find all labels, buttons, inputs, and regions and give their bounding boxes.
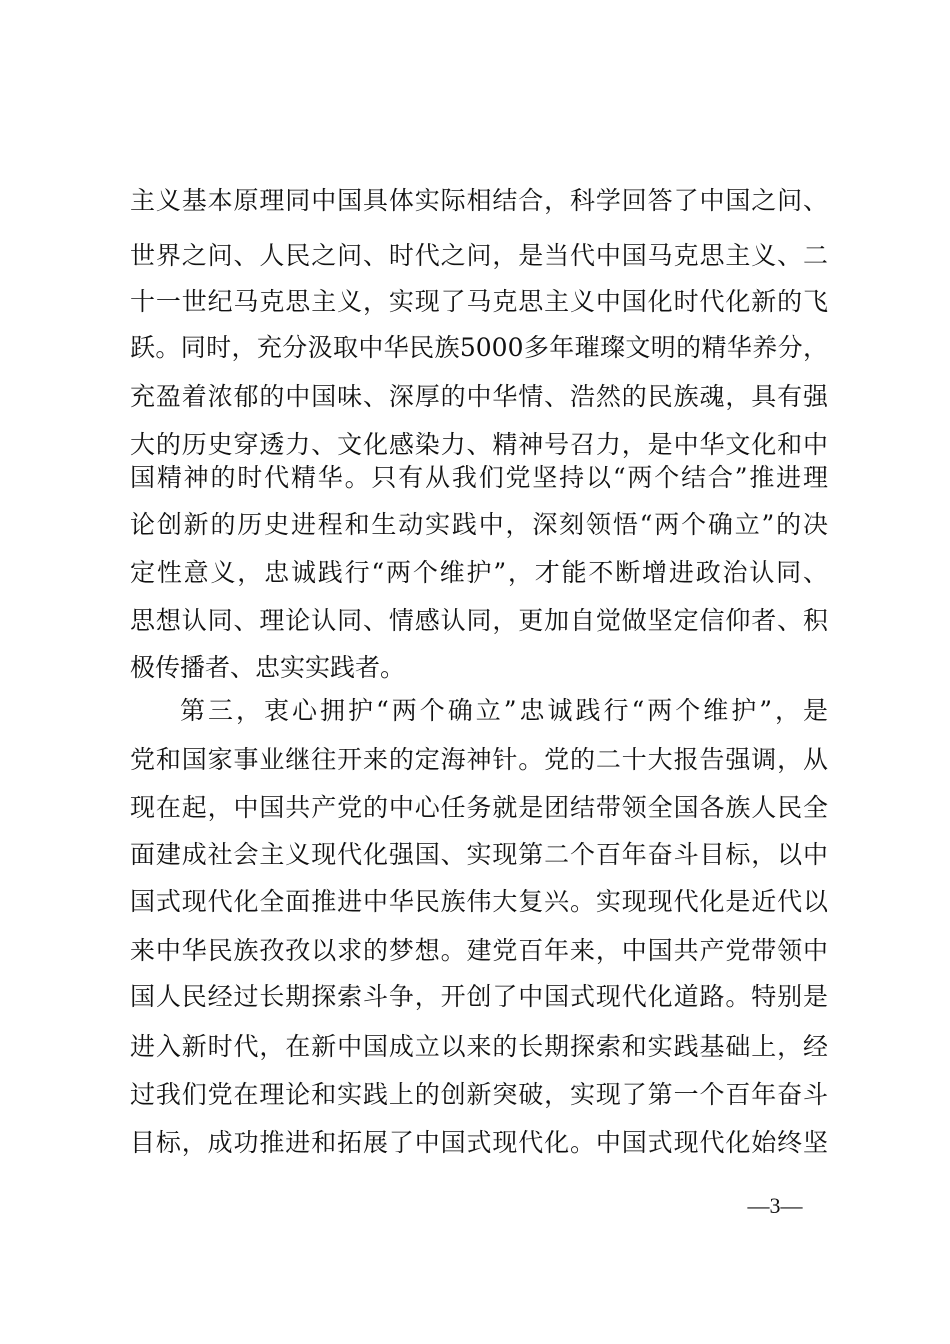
paragraph-1-line-11: 极传播者、忠实实践者。 — [130, 653, 406, 682]
paragraph-1-line-7: 国精神的时代精华。只有从我们党坚持以“两个结合”推进理 — [130, 463, 828, 492]
paragraph-2-line-1: 第三，衷心拥护“两个确立”忠诚践行“两个维护”，是 — [180, 696, 828, 725]
paragraph-2-line-5: 国式现代化全面推进中华民族伟大复兴。实现现代化是近代以 — [130, 887, 828, 916]
paragraph-1-line-1: 主义基本原理同中国具体实际相结合，科学回答了中国之问、 — [130, 186, 828, 215]
paragraph-1-line-3: 十一世纪马克思主义，实现了马克思主义中国化时代化新的飞 — [130, 287, 828, 316]
paragraph-2-line-10: 目标，成功推进和拓展了中国式现代化。中国式现代化始终坚 — [130, 1128, 828, 1157]
page-number: —3— — [747, 1193, 803, 1218]
paragraph-1-line-9: 定性意义，忠诚践行“两个维护”，才能不断增进政治认同、 — [130, 558, 828, 587]
paragraph-2-line-9: 过我们党在理论和实践上的创新突破，实现了第一个百年奋斗 — [130, 1080, 828, 1109]
paragraph-1-line-5: 充盈着浓郁的中国味、深厚的中华情、浩然的民族魂，具有强 — [130, 382, 828, 411]
paragraph-2-line-8: 进入新时代，在新中国成立以来的长期探索和实践基础上，经 — [130, 1032, 828, 1061]
paragraph-1-line-8: 论创新的历史进程和生动实践中，深刻领悟“两个确立”的决 — [130, 510, 828, 539]
paragraph-2-line-4: 面建成社会主义现代化强国、实现第二个百年奋斗目标，以中 — [130, 840, 828, 869]
paragraph-1-line-2: 世界之问、人民之问、时代之问，是当代中国马克思主义、二 — [130, 241, 828, 270]
paragraph-1-line-6: 大的历史穿透力、文化感染力、精神号召力，是中华文化和中 — [130, 430, 828, 459]
paragraph-1-line-4: 跃。同时，充分汲取中华民族5000多年璀璨文明的精华养分， — [130, 333, 828, 362]
paragraph-2-line-7: 国人民经过长期探索斗争，开创了中国式现代化道路。特别是 — [130, 982, 828, 1011]
paragraph-1-line-10: 思想认同、理论认同、情感认同，更加自觉做坚定信仰者、积 — [130, 606, 828, 635]
paragraph-2-line-3: 现在起，中国共产党的中心任务就是团结带领全国各族人民全 — [130, 793, 828, 822]
paragraph-2-line-2: 党和国家事业继往开来的定海神针。党的二十大报告强调，从 — [130, 745, 828, 774]
paragraph-2-line-6: 来中华民族孜孜以求的梦想。建党百年来，中国共产党带领中 — [130, 936, 828, 965]
